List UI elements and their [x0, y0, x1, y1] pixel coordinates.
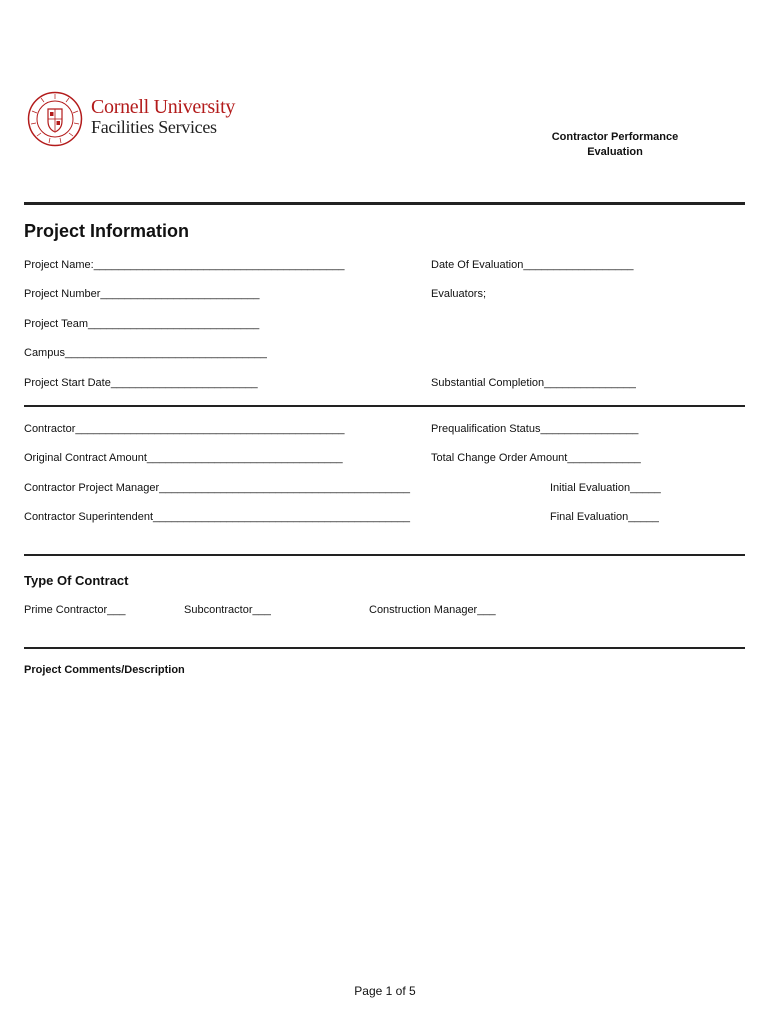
campus-field[interactable]: Campus_________________________________ [24, 347, 267, 359]
contractor-project-manager-field[interactable]: Contractor Project Manager_________________________________________ [24, 482, 410, 494]
document-title-line2: Evaluation [587, 146, 643, 158]
contractor-field[interactable]: Contractor____________________________________________ [24, 423, 345, 435]
section-divider [24, 647, 745, 649]
substantial-completion-field[interactable]: Substantial Completion_______________ [431, 377, 636, 389]
logo-university-name: Cornell University [91, 96, 236, 118]
project-number-field[interactable]: Project Number__________________________ [24, 288, 260, 300]
page-number: Page 1 of 5 [354, 984, 416, 998]
total-change-order-amount-field[interactable]: Total Change Order Amount____________ [431, 452, 641, 464]
document-title [530, 130, 700, 160]
contractor-superintendent-field[interactable]: Contractor Superintendent__________________________________________ [24, 511, 410, 523]
section-divider [24, 405, 745, 407]
prime-contractor-option[interactable]: Prime Contractor___ [24, 604, 126, 616]
initial-evaluation-field[interactable]: Initial Evaluation_____ [550, 482, 661, 494]
date-of-evaluation-field[interactable]: Date Of Evaluation__________________ [431, 259, 634, 271]
prequalification-status-field[interactable]: Prequalification Status________________ [431, 423, 639, 435]
project-comments-heading: Project Comments/Description [24, 664, 185, 676]
construction-manager-option[interactable]: Construction Manager___ [369, 604, 496, 616]
final-evaluation-field[interactable]: Final Evaluation_____ [550, 511, 659, 523]
evaluators-field[interactable]: Evaluators; [431, 288, 487, 300]
project-start-date-field[interactable]: Project Start Date________________________ [24, 377, 258, 389]
cornell-seal-icon [27, 91, 83, 147]
subcontractor-option[interactable]: Subcontractor___ [184, 604, 271, 616]
project-team-field[interactable]: Project Team____________________________ [24, 318, 260, 330]
logo-unit-name: Facilities Services [91, 117, 217, 137]
original-contract-amount-field[interactable]: Original Contract Amount________________________________ [24, 452, 343, 464]
project-information-heading: Project Information [24, 221, 190, 241]
type-of-contract-heading: Type Of Contract [24, 573, 129, 588]
document-title-line1: Contractor Performance [551, 131, 679, 143]
project-comments-area[interactable] [24, 684, 745, 964]
section-divider [24, 202, 745, 205]
project-name-field[interactable]: Project Name:_________________________________________ [24, 259, 345, 271]
section-divider [24, 554, 745, 556]
